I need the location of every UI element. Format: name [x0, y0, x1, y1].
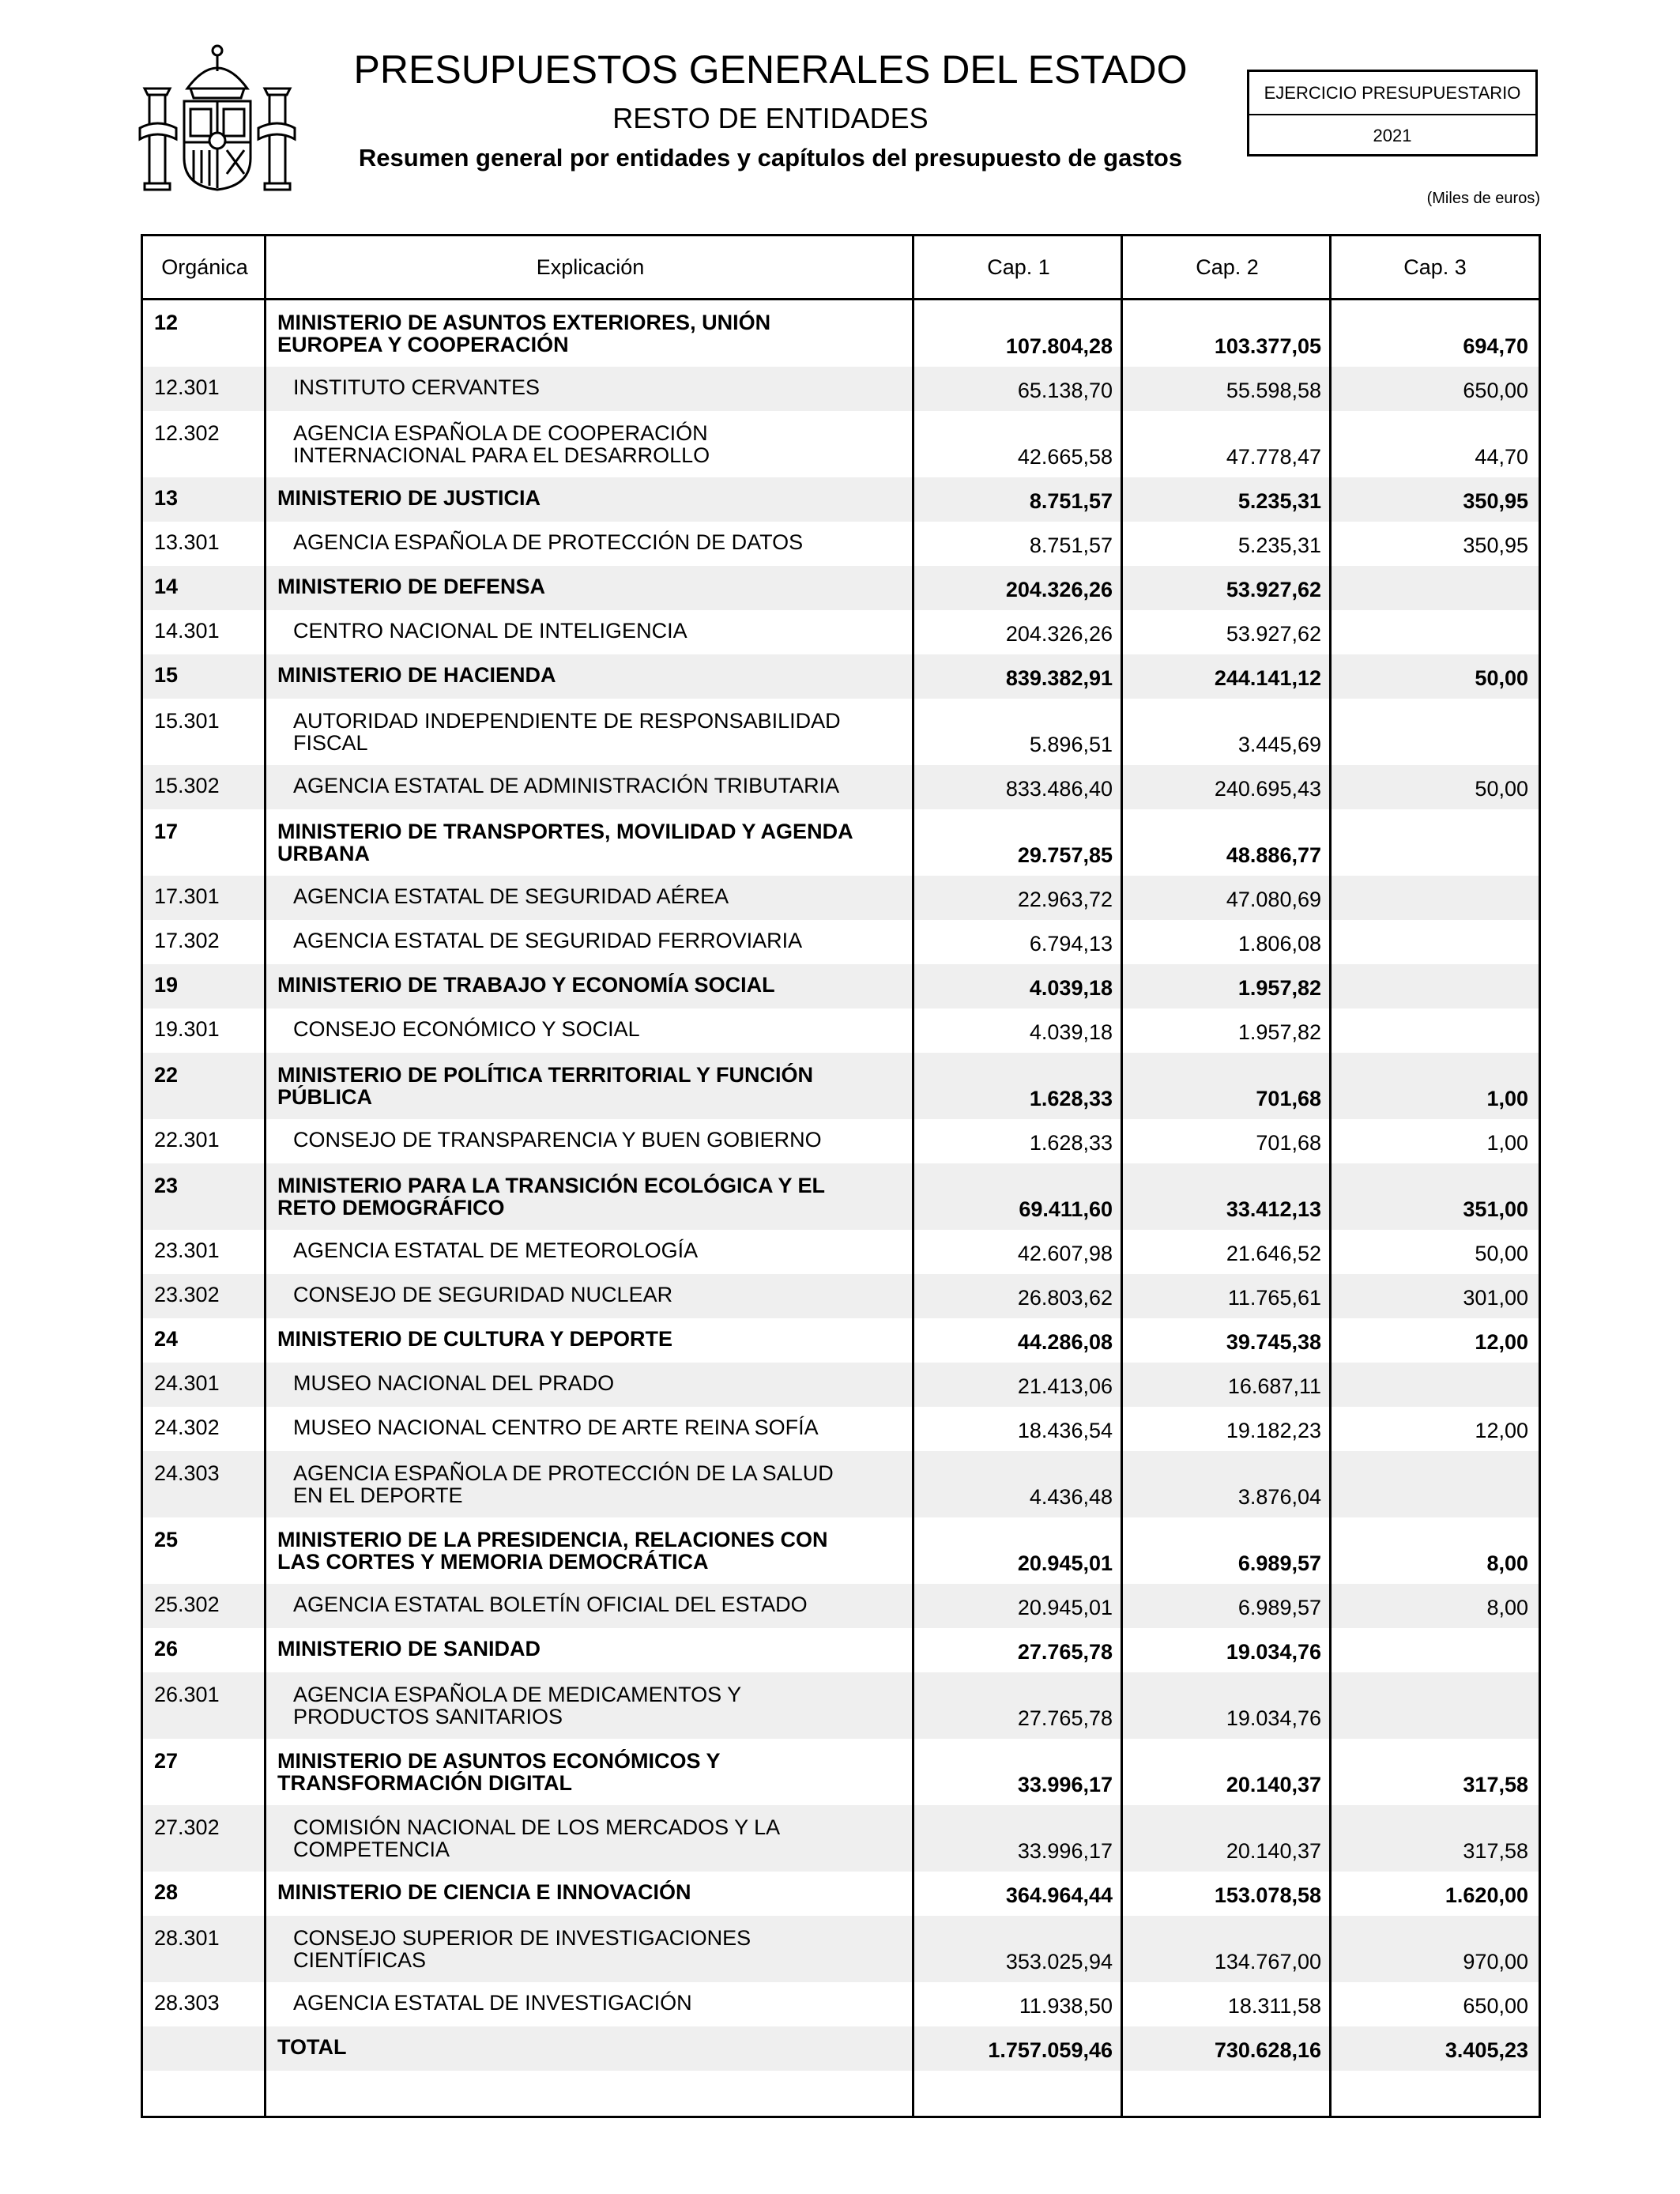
row-cap3: 970,00 — [1463, 1950, 1528, 1973]
row-explanation-text: AGENCIA ESPAÑOLA DE PROTECCIÓN DE LA SALUD EN EL DEPORTE — [293, 1461, 834, 1507]
table-row — [143, 1916, 1539, 1982]
row-cap1: 1.628,33 — [1029, 1087, 1113, 1110]
row-cap1: 107.804,28 — [1005, 334, 1113, 358]
table-row — [143, 1407, 1539, 1451]
row-cap2: 701,68 — [1256, 1087, 1321, 1110]
exercise-year: 2021 — [1373, 126, 1412, 145]
row-cap2: 103.377,05 — [1214, 334, 1321, 358]
row-explanation-text: CONSEJO SUPERIOR DE INVESTIGACIONES CIENTÍFICAS — [293, 1926, 751, 1972]
row-explanation — [266, 1982, 914, 2026]
row-code: 14.301 — [154, 619, 220, 643]
row-code: 24 — [154, 1327, 179, 1351]
row-cap1: 204.326,26 — [1005, 578, 1113, 601]
table-row — [143, 1584, 1539, 1628]
row-cap3: 694,70 — [1463, 334, 1528, 358]
table-row — [143, 809, 1539, 876]
coat-of-arms-logo — [138, 40, 296, 194]
row-code: 15 — [154, 663, 179, 687]
row-explanation — [266, 1363, 914, 1407]
row-explanation-text: MINISTERIO DE SANIDAD — [277, 1637, 541, 1661]
row-cap1: 353.025,94 — [1005, 1950, 1113, 1973]
row-explanation — [266, 1628, 914, 1672]
row-code: 24.303 — [154, 1461, 220, 1485]
row-explanation — [266, 876, 914, 920]
row-explanation — [266, 964, 914, 1008]
row-cap3 — [1332, 964, 1539, 1008]
row-explanation-text: AUTORIDAD INDEPENDIENTE DE RESPONSABILIDAD FISCAL — [293, 709, 841, 755]
table-row — [143, 1274, 1539, 1318]
row-explanation-text: COMISIÓN NACIONAL DE LOS MERCADOS Y LA COMPETENCIA — [293, 1815, 781, 1861]
row-cap1: 1.757.059,46 — [988, 2038, 1113, 2062]
row-explanation-text: AGENCIA ESPAÑOLA DE MEDICAMENTOS Y PRODUCTOS SANITARIOS — [293, 1683, 742, 1728]
row-cap3 — [1332, 809, 1539, 876]
row-cap1: 21.413,06 — [1017, 1374, 1113, 1398]
row-explanation — [266, 1739, 914, 1805]
row-code: 13.301 — [154, 530, 220, 554]
row-cap1: 27.765,78 — [1017, 1706, 1113, 1730]
row-cap2: 19.182,23 — [1226, 1419, 1321, 1442]
row-explanation-text: CENTRO NACIONAL DE INTELIGENCIA — [293, 619, 687, 643]
row-code: 24.301 — [154, 1371, 220, 1395]
row-explanation-text: MINISTERIO DE CIENCIA E INNOVACIÓN — [277, 1880, 691, 1904]
row-explanation-text: MINISTERIO DE CULTURA Y DEPORTE — [277, 1327, 673, 1351]
row-explanation-text: AGENCIA ESTATAL BOLETÍN OFICIAL DEL ESTADO — [293, 1593, 808, 1616]
row-cap3: 1,00 — [1486, 1131, 1528, 1155]
row-explanation — [266, 1672, 914, 1739]
table-row — [143, 411, 1539, 477]
row-cap1: 29.757,85 — [1017, 843, 1113, 867]
row-cap1: 364.964,44 — [1005, 1883, 1113, 1907]
row-cap3: 8,00 — [1486, 1551, 1528, 1575]
budget-table — [141, 234, 1541, 2118]
row-cap1: 65.138,70 — [1017, 379, 1113, 402]
table-row — [143, 1008, 1539, 1053]
table-row — [143, 566, 1539, 610]
row-cap3: 8,00 — [1486, 1596, 1528, 1619]
row-code: 19 — [154, 973, 179, 997]
row-cap1: 22.963,72 — [1017, 888, 1113, 911]
row-cap1: 204.326,26 — [1005, 622, 1113, 646]
row-cap2: 3.445,69 — [1237, 733, 1321, 756]
row-cap3: 351,00 — [1463, 1197, 1528, 1221]
row-cap2: 33.412,13 — [1226, 1197, 1321, 1221]
row-explanation-text: AGENCIA ESTATAL DE SEGURIDAD AÉREA — [293, 884, 729, 908]
row-cap2: 47.778,47 — [1226, 445, 1321, 469]
row-code: 22.301 — [154, 1128, 220, 1152]
row-cap3: 12,00 — [1475, 1330, 1528, 1354]
row-cap3 — [1332, 1363, 1539, 1407]
row-explanation-text: MINISTERIO DE HACIENDA — [277, 663, 556, 687]
row-cap2: 39.745,38 — [1226, 1330, 1321, 1354]
row-explanation-text: AGENCIA ESPAÑOLA DE COOPERACIÓN INTERNACIONAL PARA EL DESARROLLO — [293, 421, 710, 467]
row-explanation — [266, 2026, 914, 2071]
row-explanation — [266, 699, 914, 765]
row-cap2: 55.598,58 — [1226, 379, 1321, 402]
column-header-organica: Orgánica — [161, 254, 248, 279]
row-cap1: 6.794,13 — [1029, 932, 1113, 956]
row-cap3 — [1332, 1628, 1539, 1672]
column-header-cap3: Cap. 3 — [1403, 254, 1467, 279]
row-cap1: 4.039,18 — [1029, 976, 1113, 1000]
table-row — [143, 654, 1539, 699]
row-cap2: 701,68 — [1256, 1131, 1321, 1155]
row-code: 13 — [154, 486, 179, 510]
row-cap1: 5.896,51 — [1029, 733, 1113, 756]
row-cap3: 50,00 — [1475, 777, 1528, 801]
row-explanation-text: MINISTERIO DE ASUNTOS EXTERIORES, UNIÓN EUROPEA Y COOPERACIÓN — [277, 311, 771, 356]
row-cap2: 20.140,37 — [1226, 1839, 1321, 1863]
row-code: 28.301 — [154, 1926, 220, 1950]
row-explanation — [266, 920, 914, 964]
row-cap2: 6.989,57 — [1237, 1596, 1321, 1619]
row-explanation-text: AGENCIA ESTATAL DE SEGURIDAD FERROVIARIA — [293, 929, 803, 952]
row-cap2: 53.927,62 — [1226, 578, 1321, 601]
row-explanation-text: AGENCIA ESTATAL DE INVESTIGACIÓN — [293, 1991, 692, 2015]
row-explanation — [266, 1407, 914, 1451]
row-cap3: 317,58 — [1463, 1839, 1528, 1863]
table-row — [143, 1363, 1539, 1407]
row-cap1: 839.382,91 — [1005, 666, 1113, 690]
row-explanation — [266, 522, 914, 566]
row-cap2: 5.235,31 — [1237, 533, 1321, 557]
row-cap2: 1.957,82 — [1237, 1020, 1321, 1044]
row-cap3 — [1332, 610, 1539, 654]
row-explanation — [266, 1119, 914, 1163]
table-row — [143, 610, 1539, 654]
row-explanation-text: TOTAL — [277, 2035, 347, 2059]
row-explanation-text: INSTITUTO CERVANTES — [293, 375, 541, 399]
row-cap2: 3.876,04 — [1237, 1485, 1321, 1509]
column-header-explicacion: Explicación — [536, 254, 645, 279]
row-cap1: 833.486,40 — [1005, 777, 1113, 801]
row-cap1: 4.436,48 — [1029, 1485, 1113, 1509]
row-explanation-text: AGENCIA ESTATAL DE METEOROLOGÍA — [293, 1238, 699, 1262]
row-cap1: 44.286,08 — [1017, 1330, 1113, 1354]
row-explanation — [266, 300, 914, 367]
row-cap3: 650,00 — [1463, 379, 1528, 402]
row-explanation-text: MUSEO NACIONAL DEL PRADO — [293, 1371, 615, 1395]
units-note: (Miles de euros) — [1426, 190, 1540, 207]
row-cap2: 21.646,52 — [1226, 1242, 1321, 1265]
row-explanation — [266, 367, 914, 411]
row-cap2: 1.806,08 — [1237, 932, 1321, 956]
row-code: 24.302 — [154, 1416, 220, 1439]
exercise-box — [1247, 70, 1538, 156]
row-cap2: 6.989,57 — [1237, 1551, 1321, 1575]
table-row — [143, 367, 1539, 411]
row-cap3: 1,00 — [1486, 1087, 1528, 1110]
row-cap3 — [1332, 876, 1539, 920]
row-cap2: 240.695,43 — [1214, 777, 1321, 801]
row-cap2: 20.140,37 — [1226, 1773, 1321, 1796]
row-cap3: 650,00 — [1463, 1994, 1528, 2018]
row-cap3: 3.405,23 — [1445, 2038, 1528, 2062]
row-code: 23.301 — [154, 1238, 220, 1262]
row-cap2: 47.080,69 — [1226, 888, 1321, 911]
row-code: 17.302 — [154, 929, 220, 952]
row-explanation — [266, 1872, 914, 1916]
row-code: 12.301 — [154, 375, 220, 399]
table-row — [143, 1982, 1539, 2026]
row-code: 17.301 — [154, 884, 220, 908]
table-row — [143, 1119, 1539, 1163]
document-subtitle: RESTO DE ENTIDADES — [612, 102, 929, 134]
row-cap2: 48.886,77 — [1226, 843, 1321, 867]
row-explanation — [266, 1053, 914, 1119]
row-explanation — [266, 1230, 914, 1274]
row-cap3: 301,00 — [1463, 1286, 1528, 1310]
row-cap1: 8.751,57 — [1029, 489, 1113, 513]
document-description: Resumen general por entidades y capítulos del presupuesto de gastos — [358, 144, 1183, 172]
row-explanation — [266, 1274, 914, 1318]
row-cap1: 27.765,78 — [1017, 1640, 1113, 1664]
row-explanation-text: CONSEJO ECONÓMICO Y SOCIAL — [293, 1017, 640, 1041]
row-cap2: 5.235,31 — [1237, 489, 1321, 513]
row-explanation-text: AGENCIA ESPAÑOLA DE PROTECCIÓN DE DATOS — [293, 530, 804, 554]
row-explanation-text: MUSEO NACIONAL CENTRO DE ARTE REINA SOFÍA — [293, 1416, 819, 1439]
row-explanation-text: CONSEJO DE TRANSPARENCIA Y BUEN GOBIERNO — [293, 1128, 822, 1152]
table-row — [143, 964, 1539, 1008]
row-explanation — [266, 610, 914, 654]
table-row — [143, 876, 1539, 920]
row-cap1: 8.751,57 — [1029, 533, 1113, 557]
row-explanation — [266, 566, 914, 610]
row-cap3: 44,70 — [1475, 445, 1528, 469]
row-explanation-text: AGENCIA ESTATAL DE ADMINISTRACIÓN TRIBUTARIA — [293, 774, 840, 797]
table-row — [143, 1628, 1539, 1672]
row-cap3 — [1332, 920, 1539, 964]
row-explanation-text: MINISTERIO DE TRABAJO Y ECONOMÍA SOCIAL — [277, 973, 775, 997]
row-code: 17 — [154, 820, 179, 843]
table-row — [143, 2026, 1539, 2071]
column-header-cap2: Cap. 2 — [1196, 254, 1259, 279]
table-row — [143, 1517, 1539, 1584]
row-code: 15.302 — [154, 774, 220, 797]
table-row — [143, 477, 1539, 522]
row-cap1: 69.411,60 — [1019, 1197, 1113, 1221]
row-cap1: 33.996,17 — [1017, 1839, 1113, 1863]
row-cap3: 350,95 — [1463, 489, 1528, 513]
row-cap3: 50,00 — [1475, 666, 1528, 690]
table-row — [143, 1230, 1539, 1274]
exercise-label: EJERCICIO PRESUPUESTARIO — [1249, 72, 1535, 115]
table-row — [143, 1163, 1539, 1230]
column-header-cap1: Cap. 1 — [987, 254, 1050, 279]
row-code: 27 — [154, 1749, 179, 1773]
row-explanation — [266, 765, 914, 809]
row-explanation — [266, 1584, 914, 1628]
row-cap3: 50,00 — [1475, 1242, 1528, 1265]
row-cap3: 12,00 — [1475, 1419, 1528, 1442]
row-cap2: 16.687,11 — [1227, 1374, 1321, 1398]
table-row — [143, 1053, 1539, 1119]
document-title: PRESUPUESTOS GENERALES DEL ESTADO — [353, 47, 1188, 92]
row-explanation — [266, 477, 914, 522]
row-cap2: 53.927,62 — [1226, 622, 1321, 646]
row-cap2: 18.311,58 — [1227, 1994, 1321, 2018]
row-cap2: 153.078,58 — [1214, 1883, 1321, 1907]
row-cap2: 730.628,16 — [1214, 2038, 1321, 2062]
row-explanation — [266, 411, 914, 477]
row-explanation — [266, 654, 914, 699]
row-code: 26.301 — [154, 1683, 220, 1706]
row-code: 27.302 — [154, 1815, 220, 1839]
row-cap1: 4.039,18 — [1029, 1020, 1113, 1044]
table-row — [143, 1805, 1539, 1872]
table-row — [143, 1451, 1539, 1517]
row-cap1: 20.945,01 — [1017, 1551, 1113, 1575]
row-explanation — [266, 1318, 914, 1363]
row-cap2: 1.957,82 — [1237, 976, 1321, 1000]
row-cap1: 20.945,01 — [1017, 1596, 1113, 1619]
row-explanation-text: CONSEJO DE SEGURIDAD NUCLEAR — [293, 1283, 673, 1306]
row-code: 14 — [154, 575, 179, 598]
row-explanation — [266, 1517, 914, 1584]
row-cap3: 350,95 — [1463, 533, 1528, 557]
row-cap3 — [1332, 1008, 1539, 1053]
row-code — [143, 2026, 266, 2071]
table-row — [143, 1318, 1539, 1363]
row-explanation-text: MINISTERIO DE TRANSPORTES, MOVILIDAD Y AGENDA URBANA — [277, 820, 853, 865]
table-row — [143, 1739, 1539, 1805]
table-row — [143, 765, 1539, 809]
row-cap3 — [1332, 699, 1539, 765]
row-cap1: 42.665,58 — [1017, 445, 1113, 469]
table-row — [143, 300, 1539, 367]
row-cap1: 11.938,50 — [1019, 1994, 1113, 2018]
row-explanation-text: MINISTERIO DE POLÍTICA TERRITORIAL Y FUNCIÓN PÚBLICA — [277, 1063, 814, 1109]
row-explanation — [266, 809, 914, 876]
row-code: 23.302 — [154, 1283, 220, 1306]
row-cap3 — [1332, 566, 1539, 610]
table-row — [143, 1872, 1539, 1916]
row-cap2: 134.767,00 — [1214, 1950, 1321, 1973]
row-explanation-text: MINISTERIO DE ASUNTOS ECONÓMICOS Y TRANSFORMACIÓN DIGITAL — [277, 1749, 721, 1795]
row-explanation-text: MINISTERIO DE DEFENSA — [277, 575, 546, 598]
table-row — [143, 699, 1539, 765]
table-row — [143, 522, 1539, 566]
row-code: 26 — [154, 1637, 179, 1661]
table-body — [143, 300, 1539, 2071]
row-code: 25.302 — [154, 1593, 220, 1616]
row-code: 25 — [154, 1528, 179, 1551]
row-code: 23 — [154, 1174, 179, 1197]
row-code: 12.302 — [154, 421, 220, 445]
row-cap3 — [1332, 1451, 1539, 1517]
row-cap3: 317,58 — [1463, 1773, 1528, 1796]
row-cap3 — [1332, 1672, 1539, 1739]
row-cap1: 1.628,33 — [1029, 1131, 1113, 1155]
row-explanation-text: MINISTERIO PARA LA TRANSICIÓN ECOLÓGICA Y EL RETO DEMOGRÁFICO — [277, 1174, 826, 1220]
row-code: 19.301 — [154, 1017, 220, 1041]
row-cap3: 1.620,00 — [1445, 1883, 1528, 1907]
row-cap2: 19.034,76 — [1226, 1706, 1321, 1730]
row-code: 12 — [154, 311, 179, 334]
row-cap1: 33.996,17 — [1017, 1773, 1113, 1796]
row-explanation-text: MINISTERIO DE JUSTICIA — [277, 486, 541, 510]
row-explanation — [266, 1451, 914, 1517]
table-row — [143, 1672, 1539, 1739]
row-cap1: 26.803,62 — [1017, 1286, 1113, 1310]
row-cap2: 11.765,61 — [1227, 1286, 1321, 1310]
row-explanation — [266, 1008, 914, 1053]
row-code: 28.303 — [154, 1991, 220, 2015]
row-code: 15.301 — [154, 709, 220, 733]
row-cap2: 244.141,12 — [1214, 666, 1321, 690]
row-explanation — [266, 1916, 914, 1982]
row-explanation-text: MINISTERIO DE LA PRESIDENCIA, RELACIONES CON LAS CORTES Y MEMORIA DEMOCRÁTICA — [277, 1528, 828, 1574]
row-code: 22 — [154, 1063, 179, 1087]
row-code: 28 — [154, 1880, 179, 1904]
row-explanation — [266, 1805, 914, 1872]
row-cap2: 19.034,76 — [1226, 1640, 1321, 1664]
row-cap1: 18.436,54 — [1017, 1419, 1113, 1442]
row-explanation — [266, 1163, 914, 1230]
table-row — [143, 920, 1539, 964]
row-cap1: 42.607,98 — [1017, 1242, 1113, 1265]
